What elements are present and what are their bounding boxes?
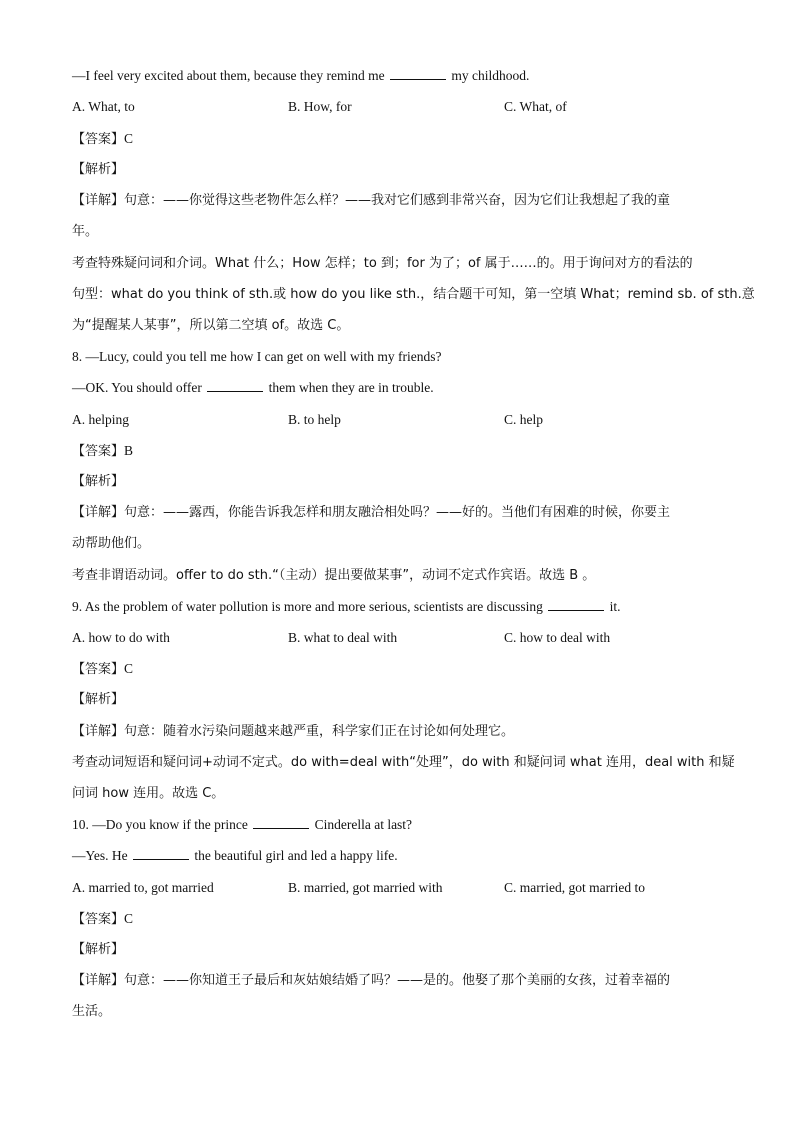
q10-stem-text-post: Cinderella at last? — [314, 817, 413, 832]
q7-detail — [72, 192, 732, 210]
q8-detail — [72, 504, 732, 522]
q8-analysis-tag: 【解析】 — [72, 474, 125, 489]
q7-line-text-pre: —I feel very excited about them, because they remind me — [72, 68, 385, 83]
q10-option-a: A. married to, got married — [72, 880, 214, 895]
q9-explain-2: 问词 how 连用。故选 C。 — [72, 786, 225, 801]
q8-detail-text-2: 动帮助他们。 — [72, 536, 151, 551]
q9-option-c: C. how to deal with — [504, 630, 611, 645]
detail-tag: 【详解】 — [72, 193, 125, 208]
q9-blank — [548, 598, 604, 611]
q8-line — [72, 379, 732, 397]
q7-answer-value: C — [124, 131, 134, 146]
q10-answer-value: C — [124, 911, 134, 926]
detail-tag: 【详解】 — [72, 724, 125, 739]
q7-answer — [72, 130, 732, 149]
q7-option-a: A. What, to — [72, 99, 135, 114]
q9-answer — [72, 660, 732, 679]
q8-blank — [207, 379, 263, 392]
q9-stem — [72, 598, 732, 616]
q8-line-text-post: them when they are in trouble. — [268, 380, 434, 395]
q7-option-c: C. What, of — [504, 99, 567, 114]
q8-option-c: C. help — [504, 412, 543, 427]
q10-stem — [72, 816, 732, 834]
detail-tag: 【详解】 — [72, 505, 125, 520]
q7-detail-text-1: 句意：——你觉得这些老物件怎么样？——我对它们感到非常兴奋，因为它们让我想起了我的童 — [124, 193, 671, 208]
q9-stem-text-post: it. — [609, 599, 621, 614]
q8-answer — [72, 442, 732, 461]
answer-tag: 【答案】 — [72, 662, 125, 677]
q9-option-b: B. what to deal with — [288, 630, 398, 645]
detail-tag: 【详解】 — [72, 973, 125, 988]
q7-explain-3: 为“提醒某人某事”，所以第二空填 of。故选 C。 — [72, 318, 350, 333]
q9-stem-text-pre: 9. As the problem of water pollution is more and more serious, scientists are discussing — [72, 599, 543, 614]
q7-explain-1: 考查特殊疑问词和介词。What 什么；How 怎样；to 到；for 为了；of 属于……的。用于询问对方的看法的 — [72, 256, 693, 271]
q8-explain-1: 考查非谓语动词。offer to do sth.“（主动）提出要做某事”，动词不定式作宾语。故选 B 。 — [72, 568, 596, 583]
answer-tag: 【答案】 — [72, 132, 125, 147]
q8-option-a: A. helping — [72, 412, 129, 427]
q10-blank-2 — [133, 847, 189, 860]
q9-analysis-tag: 【解析】 — [72, 692, 125, 707]
q10-stem-text-pre: 10. —Do you know if the prince — [72, 817, 248, 832]
q10-line-text-pre: —Yes. He — [72, 848, 128, 863]
q9-explain-1: 考查动词短语和疑问词+动词不定式。do with=deal with“处理”，do with 和疑问词 what 连用，deal with 和疑 — [72, 755, 735, 770]
q10-line-text-post: the beautiful girl and led a happy life. — [194, 848, 398, 863]
q10-detail-text-2: 生活。 — [72, 1004, 112, 1019]
q8-line-text-pre: —OK. You should offer — [72, 380, 202, 395]
q10-option-b: B. married, got married with — [288, 880, 443, 895]
q7-detail-text-2: 年。 — [72, 224, 99, 239]
q10-option-c: C. married, got married to — [504, 880, 645, 895]
q10-answer — [72, 910, 732, 929]
q9-option-a: A. how to do with — [72, 630, 170, 645]
q10-analysis-tag: 【解析】 — [72, 942, 125, 957]
q8-stem: 8. —Lucy, could you tell me how I can get on well with my friends? — [72, 349, 442, 364]
q8-option-b: B. to help — [288, 412, 341, 427]
q10-detail — [72, 972, 732, 990]
q10-line — [72, 847, 732, 865]
q7-explain-2: 句型：what do you think of sth.或 how do you like sth.，结合题干可知，第一空填 What；remind sb. of sth.意 — [72, 287, 755, 302]
q7-blank — [390, 67, 446, 80]
q7-option-b: B. How, for — [288, 99, 352, 114]
answer-tag: 【答案】 — [72, 912, 125, 927]
q10-detail-text-1: 句意：——你知道王子最后和灰姑娘结婚了吗？——是的。他娶了那个美丽的女孩，过着幸福的 — [124, 973, 671, 988]
answer-tag: 【答案】 — [72, 444, 125, 459]
q8-detail-text-1: 句意：——露西，你能告诉我怎样和朋友融洽相处吗？——好的。当他们有困难的时候，你要主 — [124, 505, 671, 520]
q7-line-text-post: my childhood. — [451, 68, 530, 83]
q9-detail-text-1: 句意：随着水污染问题越来越严重，科学家们正在讨论如何处理它。 — [124, 724, 515, 739]
q9-detail — [72, 723, 732, 741]
q9-answer-value: C — [124, 661, 134, 676]
q7-line — [72, 67, 732, 85]
q10-blank-1 — [253, 816, 309, 829]
q7-analysis-tag: 【解析】 — [72, 162, 125, 177]
q8-answer-value: B — [124, 443, 134, 458]
